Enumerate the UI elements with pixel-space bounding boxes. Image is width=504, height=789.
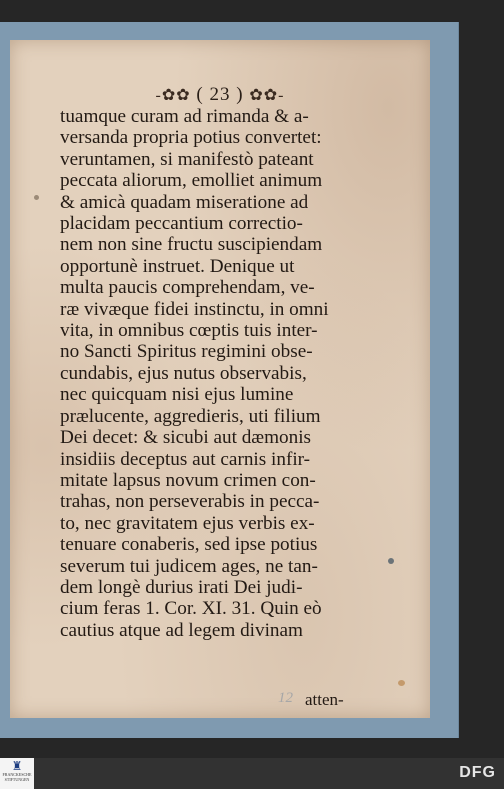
page-number: ( 23 ) — [196, 84, 244, 105]
text-line: no Sancti Spiritus regimini obse- — [60, 341, 313, 363]
text-line: dem longè durius irati Dei judi- — [60, 576, 303, 598]
text-line: versanda propria potius convertet: — [60, 127, 322, 149]
paper-speck — [388, 558, 394, 564]
text-line: to, nec gravitatem ejus verbis ex- — [60, 512, 315, 534]
logo-text: FRANCKESCHE STIFTUNGEN — [2, 772, 32, 782]
text-line: cium feras 1. Cor. XI. 31. Quin eò — [60, 598, 322, 620]
book-page — [10, 40, 430, 718]
eagle-icon: ♜ — [11, 759, 23, 773]
catchword: atten- — [305, 690, 344, 709]
text-line: & amicà quadam miseratione ad — [60, 191, 309, 213]
text-line: peccata aliorum, emolliet animum — [60, 170, 323, 192]
text-line: placidam peccantium correctio- — [60, 213, 303, 235]
text-line: severum tui judicem ages, ne tan- — [60, 555, 318, 577]
text-line: multa paucis comprehendam, ve- — [60, 277, 315, 299]
text-line: ræ vivæque fidei instinctu, in omni — [60, 298, 329, 320]
text-line: tenuare conaberis, sed ipse potius — [60, 534, 318, 556]
institution-logo[interactable] — [0, 758, 34, 789]
text-line: veruntamen, si manifestò pateant — [60, 148, 314, 170]
page-header — [10, 84, 430, 106]
body-text — [60, 106, 365, 641]
text-line: vita, in omnibus cœptis tuis inter- — [60, 320, 318, 342]
dfg-logo[interactable]: DFG — [459, 764, 496, 781]
text-line: nec quicquam nisi ejus lumine — [60, 384, 294, 406]
text-line: cundabis, ejus nutus observabis, — [60, 362, 307, 384]
ornament-left-icon: -✿✿ — [155, 87, 191, 104]
text-line: Dei decet: & sicubi aut dæmonis — [60, 427, 311, 449]
text-line: opportunè instruet. Denique ut — [60, 255, 295, 277]
viewer-footer — [0, 758, 504, 789]
paper-speck — [398, 680, 405, 686]
text-line: mitate lapsus novum crimen con- — [60, 469, 316, 491]
text-line: insidiis deceptus aut carnis infir- — [60, 448, 311, 470]
pencil-folio-note: 12 — [278, 690, 293, 706]
text-line: cautius atque ad legem divinam — [60, 619, 303, 641]
text-line: tuamque curam ad rimanda & a- — [60, 106, 309, 127]
paper-speck — [34, 195, 39, 200]
text-line: nem non sine fructu suscipiendam — [60, 234, 323, 256]
ornament-right-icon: ✿✿- — [249, 87, 285, 104]
text-line: prælucente, aggredieris, uti filium — [60, 405, 321, 427]
text-line: trahas, non perseverabis in pecca- — [60, 491, 320, 513]
